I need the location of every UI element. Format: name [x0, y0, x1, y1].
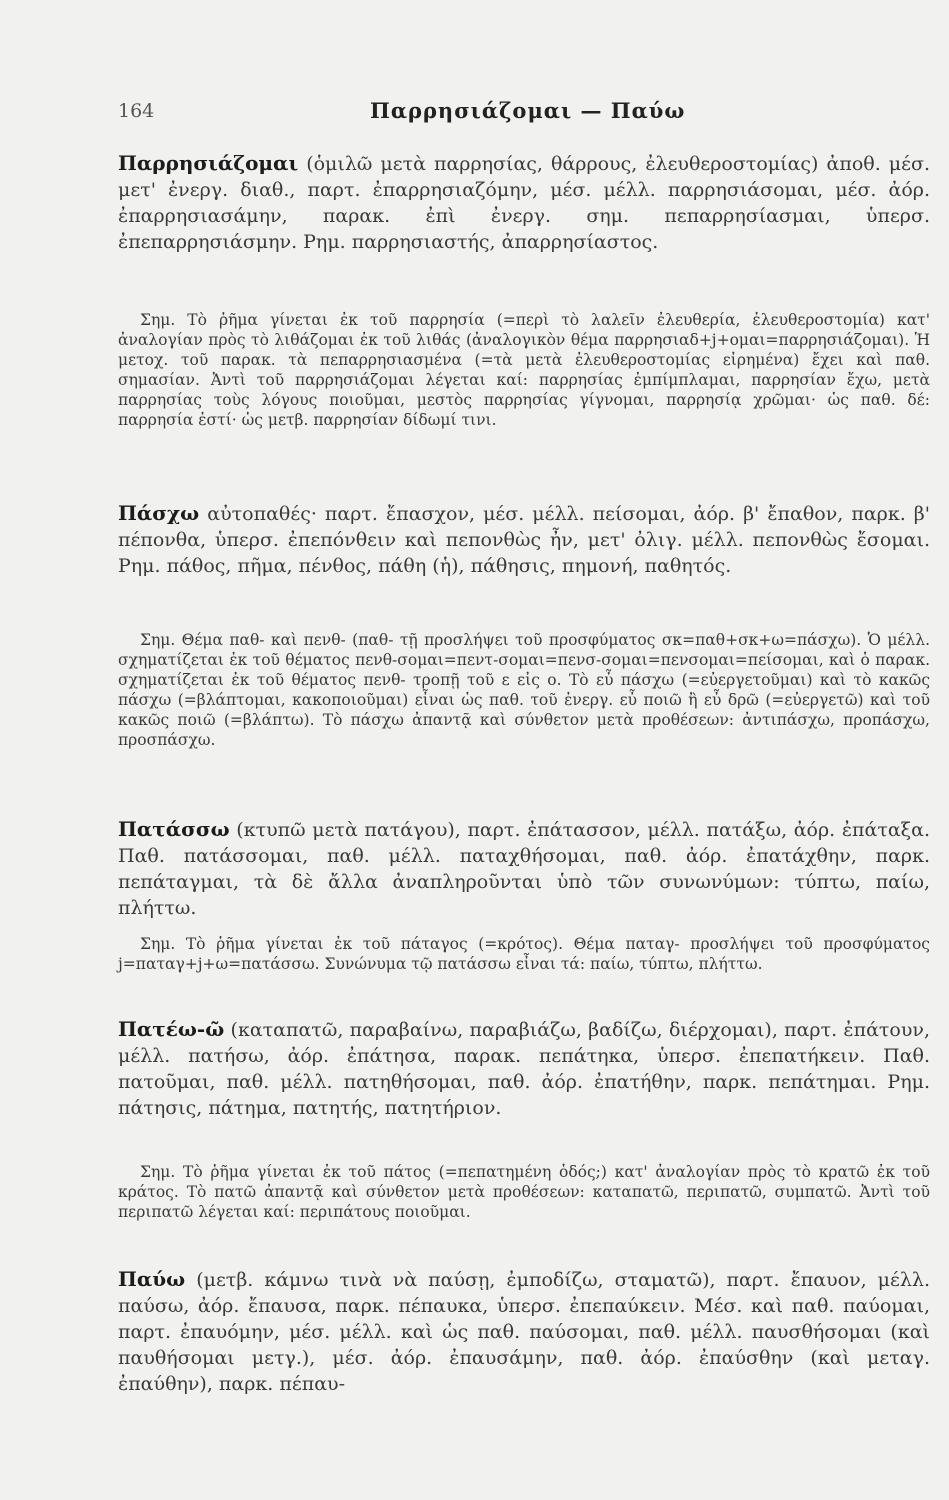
note-text: Σημ. Τὸ ῥῆμα γίνεται ἐκ τοῦ πάτος (=πεπατημένη ὁδός;) κατ' ἀναλογίαν πρὸς τὸ κρατῶ ἐκ τοῦ κράτος. Τὸ πατῶ ἀπαντᾷ καὶ σύνθετον μετὰ προθέσεων: καταπατῶ, περιπατῶ, συμπατῶ. Ἀντὶ τοῦ περιπατῶ λέγεται καί: περιπάτους ποιοῦμαι. [118, 1163, 930, 1221]
note-text: Σημ. Τὸ ῥῆμα γίνεται ἐκ τοῦ πάταγος (=κρότος). Θέμα παταγ- προσλήψει τοῦ προσφύματος j=παταγ+j+ω=πατάσσω. Συνώνυμα τῷ πατάσσω εἶναι τά: παίω, τύπτω, πλήττω. [118, 935, 930, 973]
entry-note [118, 1162, 930, 1258]
dictionary-entry [118, 150, 930, 304]
running-title: Παρρησιάζομαι — Παύω [370, 98, 686, 123]
entry-note [118, 630, 930, 810]
entry-body: (μετβ. κάμνω τινὰ νὰ παύσῃ, ἐμποδίζω, σταματῶ), παρτ. ἔπαυον, μέλλ. παύσω, ἀόρ. ἔπαυσα, παρκ. πέπαυκα, ὑπερσ. ἐπεπαύκειν. Μέσ. καὶ παθ. παύομαι, παρτ. ἐπαυόμην, μέσ. μέλλ. καὶ ὡς παθ. παύσομαι, παθ. μέλλ. παυσθήσομαι (καὶ παυθήσομαι μετγ.), μέσ. ἀόρ. ἐπαυσάμην, παθ. ἀόρ. ἐπαύσθην (καὶ μεταγ. ἐπαύθην), παρκ. πέπαυ- [118, 1269, 930, 1395]
entry-headword: Πατέω-ῶ [118, 1017, 225, 1041]
entry-headword: Παύω [118, 1267, 186, 1291]
page-number: 164 [118, 100, 155, 122]
entry-body: αὐτοπαθές· παρτ. ἔπασχον, μέσ. μέλλ. πείσομαι, ἀόρ. β' ἔπαθον, παρκ. β' πέπονθα, ὑπερσ. ἐπεπόνθειν καὶ πεπονθὼς ἦν, μετ' ὀλιγ. μέλλ. πεπονθὼς ἔσομαι. Ρημ. πάθος, πῆμα, πένθος, πάθη (ἡ), πάθησις, πημονή, παθητός. [118, 503, 930, 577]
entry-note [118, 934, 930, 1010]
entry-body: (ὁμιλῶ μετὰ παρρησίας, θάρρους, ἐλευθεροστομίας) ἀποθ. μέσ. μετ' ἐνεργ. διαθ., παρτ. ἐπαρρησιαζόμην, μέσ. μέλλ. παρρησιάσομαι, μέσ. ἀόρ. ἐπαρρησιασάμην, παρακ. ἐπὶ ἐνεργ. σημ. πεπαρρησίασμαι, ὑπερσ. ἐπεπαρρησιάσμην. Ρημ. παρρησιαστής, ἀπαρρησίαστος. [118, 153, 930, 253]
dictionary-entry [118, 1266, 930, 1416]
entry-headword: Πατάσσω [118, 817, 230, 841]
entry-body: (κτυπῶ μετὰ πατάγου), παρτ. ἐπάτασσον, μέλλ. πατάξω, ἀόρ. ἐπάταξα. Παθ. πατάσσομαι, παθ. μέλλ. παταχθήσομαι, παθ. ἀόρ. ἐπατάχθην, παρκ. πεπάταγμαι, τὰ δὲ ἄλλα ἀναπληροῦνται ὑπὸ τῶν συνωνύμων: τύπτω, παίω, πλήττω. [118, 819, 931, 919]
dictionary-entry [118, 1016, 930, 1156]
entry-headword: Παρρησιάζομαι [118, 151, 299, 175]
entry-body: (καταπατῶ, παραβαίνω, παραβιάζω, βαδίζω, διέρχομαι), παρτ. ἐπάτουν, μέλλ. πατήσω, ἀόρ. ἐπάτησα, παρακ. πεπάτηκα, ὑπερσ. ἐπεπατήκειν. Παθ. πατοῦμαι, παθ. μέλλ. πατηθήσομαι, παθ. ἀόρ. ἐπατήθην, παρκ. πεπάτημαι. Ρημ. πάτησις, πάτημα, πατητής, πατητήριον. [118, 1019, 930, 1119]
dictionary-entry [118, 500, 930, 624]
note-text: Σημ. Θέμα παθ- καὶ πενθ- (παθ- τῇ προσλήψει τοῦ προσφύματος σκ=παθ+σκ+ω=πάσχω). Ὁ μέλλ. σχηματίζεται ἐκ τοῦ θέματος πενθ-σομαι=πεντ-σομαι=πενσ-σομαι=πενσομαι=πείσομαι, καὶ ὁ παρακ. σχηματίζεται ἐκ τοῦ θέματος πενθ- τροπῇ τοῦ ε εἰς ο. Τὸ εὖ πάσχω (=εὐεργετοῦμαι) καὶ τὸ κακῶς πάσχω (=βλάπτομαι, κακοποιοῦμαι) εἶναι ὡς παθ. τοῦ ἐνεργ. εὖ ποιῶ ἢ εὖ δρῶ (=εὐεργετῶ) καὶ τοῦ κακῶς ποιῶ (=βλάπτω). Τὸ πάσχω ἀπαντᾷ καὶ σύνθετον μετὰ προθέσεων: ἀντιπάσχω, προπάσχω, προσπάσχω. [118, 631, 930, 749]
entry-headword: Πάσχω [118, 501, 200, 525]
dictionary-entry [118, 816, 930, 926]
entry-note [118, 310, 930, 494]
note-text: Σημ. Τὸ ῥῆμα γίνεται ἐκ τοῦ παρρησία (=περὶ τὸ λαλεῖν ἐλευθερία, ἐλευθεροστομία) κατ' ἀναλογίαν πρὸς τὸ λιθάζομαι ἐκ τοῦ λιθάς (ἀναλογικὸν θέμα παρρησιαδ+j+ομαι=παρρησιάζομαι). Ἡ μετοχ. τοῦ παρακ. τὰ πεπαρρησιασμένα (=τὰ μετὰ ἐλευθεροστομίας εἰρημένα) ἔχει καὶ παθ. σημασίαν. Ἀντὶ τοῦ παρρησιάζομαι λέγεται καί: παρρησίας ἐμπίμπλαμαι, παρρησίαν ἔχω, μετὰ παρρησίας τοὺς λόγους ποιοῦμαι, μεστὸς παρρησίας γίγνομαι, παρρησίᾳ χρῶμαι· ὡς παθ. δέ: παρρησία ἐστί· ὡς μετβ. παρρησίαν δίδωμί τινι. [118, 311, 930, 429]
page-header [118, 100, 838, 134]
